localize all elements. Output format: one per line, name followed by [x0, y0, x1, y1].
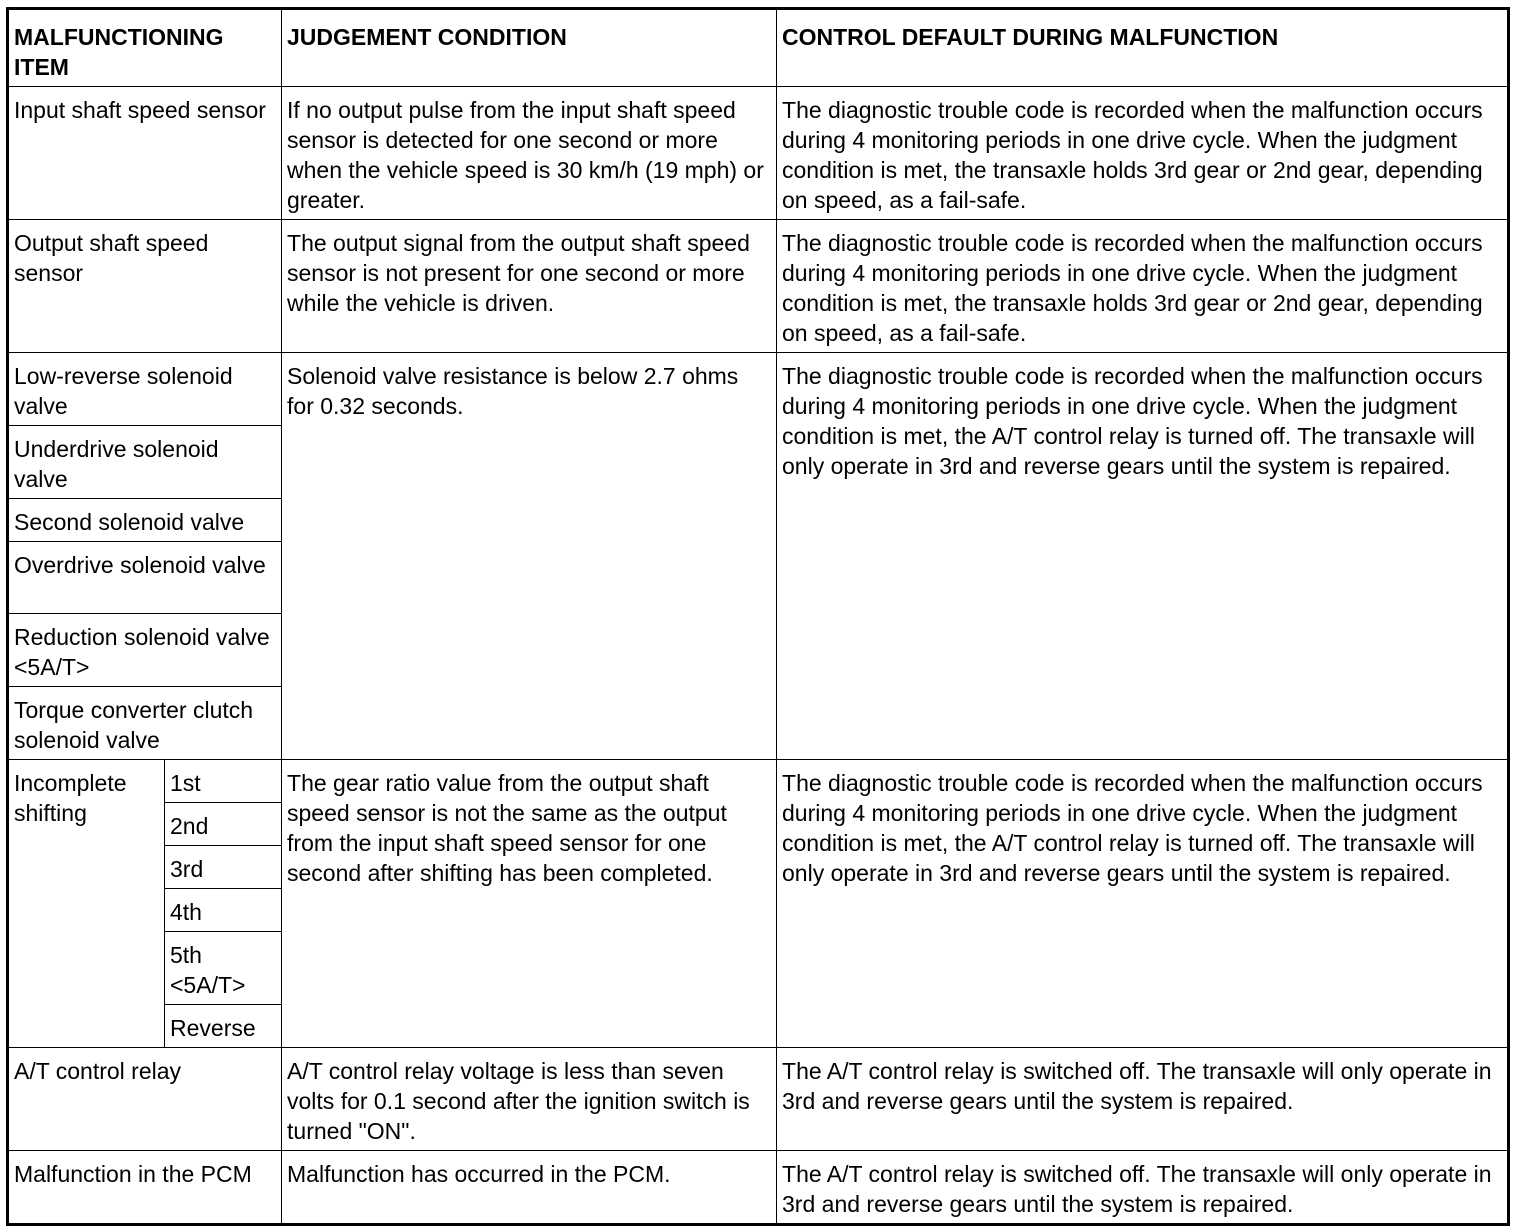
judgement-cell: If no output pulse from the input shaft speed sensor is detected for one second or more when the vehicle speed is 30 km/h (19 mph) or greater.	[282, 87, 777, 220]
table-row	[8, 760, 1509, 803]
gear-cell: 3rd	[165, 846, 282, 889]
header-judgement: JUDGEMENT CONDITION	[282, 9, 777, 87]
item-cell: Torque converter clutch solenoid valve	[8, 687, 282, 760]
table-row	[8, 220, 1509, 353]
item-cell: Malfunction in the PCM	[8, 1151, 282, 1225]
header-row	[8, 9, 1509, 87]
header-control: CONTROL DEFAULT DURING MALFUNCTION	[777, 9, 1509, 87]
item-cell: Low-reverse solenoid valve	[8, 353, 282, 426]
judgement-cell: The output signal from the output shaft speed sensor is not present for one second or more while the vehicle is driven.	[282, 220, 777, 353]
item-cell: Overdrive solenoid valve	[8, 542, 282, 614]
judgement-cell: Malfunction has occurred in the PCM.	[282, 1151, 777, 1225]
judgement-cell: A/T control relay voltage is less than seven volts for 0.1 second after the ignition switch is turned "ON".	[282, 1048, 777, 1151]
item-cell: Reduction solenoid valve <5A/T>	[8, 614, 282, 687]
item-cell: Output shaft speed sensor	[8, 220, 282, 353]
table-row	[8, 353, 1509, 426]
item-cell: Second solenoid valve	[8, 499, 282, 542]
judgement-cell: The gear ratio value from the output shaft speed sensor is not the same as the output from the input shaft speed sensor for one second after shifting has been completed.	[282, 760, 777, 1048]
control-cell: The diagnostic trouble code is recorded when the malfunction occurs during 4 monitoring periods in one drive cycle. When the judgment condition is met, the A/T control relay is turned off. The transaxle will only operate in 3rd and reverse gears until the system is repaired.	[777, 353, 1509, 760]
item-cell: A/T control relay	[8, 1048, 282, 1151]
gear-cell: 4th	[165, 889, 282, 932]
control-cell: The diagnostic trouble code is recorded when the malfunction occurs during 4 monitoring periods in one drive cycle. When the judgment condition is met, the transaxle holds 3rd gear or 2nd gear, depending on speed, as a fail-safe.	[777, 87, 1509, 220]
gear-cell: 5th <5A/T>	[165, 932, 282, 1005]
gear-cell: 1st	[165, 760, 282, 803]
malfunction-table	[6, 7, 1510, 1226]
gear-cell: Reverse	[165, 1005, 282, 1048]
table-row	[8, 1151, 1509, 1225]
control-cell: The A/T control relay is switched off. The transaxle will only operate in 3rd and reverse gears until the system is repaired.	[777, 1151, 1509, 1225]
control-cell: The diagnostic trouble code is recorded when the malfunction occurs during 4 monitoring periods in one drive cycle. When the judgment condition is met, the A/T control relay is turned off. The transaxle will only operate in 3rd and reverse gears until the system is repaired.	[777, 760, 1509, 1048]
item-cell: Input shaft speed sensor	[8, 87, 282, 220]
item-cell: Underdrive solenoid valve	[8, 426, 282, 499]
gear-cell: 2nd	[165, 803, 282, 846]
item-cell: Incomplete shifting	[8, 760, 165, 1048]
control-cell: The diagnostic trouble code is recorded when the malfunction occurs during 4 monitoring periods in one drive cycle. When the judgment condition is met, the transaxle holds 3rd gear or 2nd gear, depending on speed, as a fail-safe.	[777, 220, 1509, 353]
table-row	[8, 1048, 1509, 1151]
control-cell: The A/T control relay is switched off. The transaxle will only operate in 3rd and reverse gears until the system is repaired.	[777, 1048, 1509, 1151]
header-item: MALFUNCTIONING ITEM	[8, 9, 282, 87]
judgement-cell: Solenoid valve resistance is below 2.7 ohms for 0.32 seconds.	[282, 353, 777, 760]
table-row	[8, 87, 1509, 220]
